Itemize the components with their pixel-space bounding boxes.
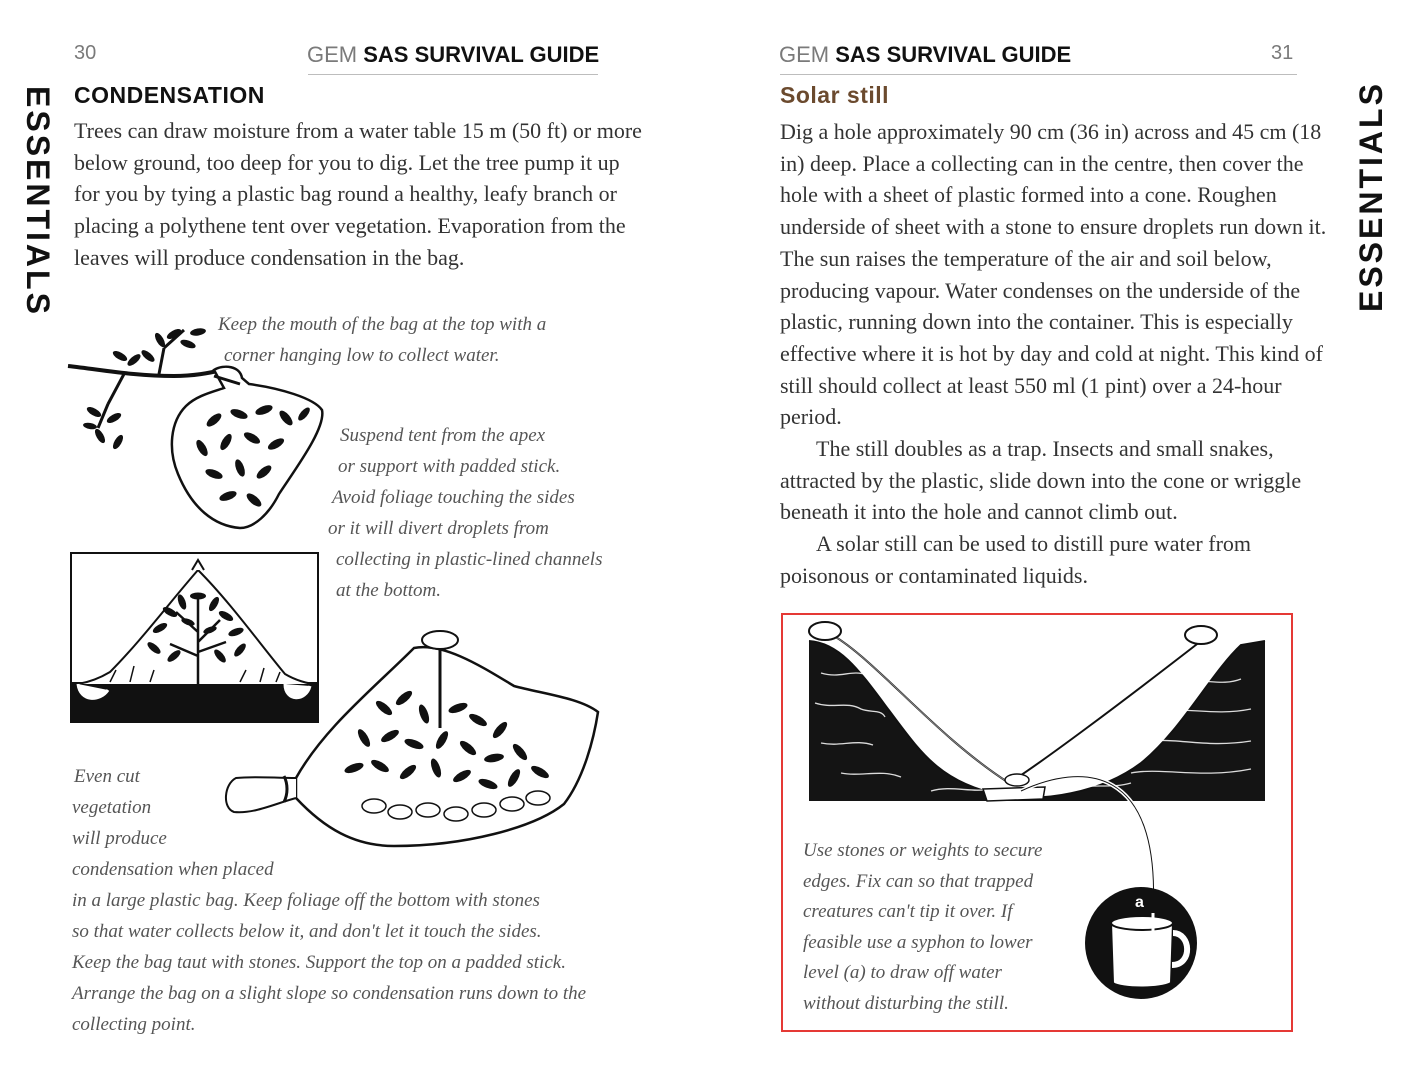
body-paragraph: The still doubles as a trap. Insects and small snakes, attracted by the plastic, slide down into the cone or wriggle beneath it into the hole and cannot climb out. <box>780 436 1302 525</box>
chapter-tab: ESSENTIALS <box>1353 81 1389 312</box>
caption-line: at the bottom. <box>336 580 442 601</box>
running-head-title: SAS SURVIVAL GUIDE <box>363 42 600 67</box>
caption-line: without disturbing the still. <box>803 992 1009 1014</box>
running-head-title: SAS SURVIVAL GUIDE <box>835 42 1072 67</box>
caption-bag <box>218 309 546 371</box>
figure-caption <box>803 836 1042 1019</box>
caption-line: level (a) to draw off water <box>803 962 1002 983</box>
body-paragraph: Trees can draw moisture from a water table 15 m (50 ft) or more below ground, too deep for you to dig. Let the tree pump it up for you by tying a plastic bag round a healthy, leafy branch or placing a polythene tent over vegetation. Evaporation from the leaves will produce condensation in the bag. <box>74 118 642 270</box>
caption-line: or support with padded stick. <box>338 456 561 477</box>
caption-line: feasible use a syphon to lower <box>803 931 1033 953</box>
right-page <box>701 0 1402 1080</box>
caption-line: Even cut <box>74 766 140 787</box>
caption-line: Suspend tent from the apex <box>340 425 546 446</box>
header-rule <box>308 74 598 75</box>
running-head-gem: GEM <box>779 42 830 67</box>
caption-line: Keep the mouth of the bag at the top with a <box>218 314 547 335</box>
caption-line: Keep the bag taut with stones. Support the top on a padded stick. <box>72 952 566 973</box>
caption-line: collecting point. <box>72 1014 196 1035</box>
chapter-tab: ESSENTIALS <box>20 86 56 317</box>
running-head <box>779 42 1071 68</box>
page-number: 30 <box>74 42 97 64</box>
caption-line: collecting in plastic-lined channels <box>336 549 603 570</box>
caption-cut-vegetation <box>72 761 586 1040</box>
running-head <box>307 42 599 68</box>
caption-line: corner hanging low to collect water. <box>224 345 500 366</box>
caption-tent <box>328 420 602 606</box>
caption-line: will produce <box>72 828 167 849</box>
body-text <box>74 115 642 274</box>
caption-line: Use stones or weights to secure <box>803 840 1043 861</box>
caption-line: so that water collects below it, and don't let it touch the sides. <box>72 921 542 942</box>
caption-line: creatures can't tip it over. If <box>803 901 1013 922</box>
section-title: CONDENSATION <box>74 82 265 108</box>
body-paragraph: Dig a hole approximately 90 cm (36 in) across and 45 cm (18 in) deep. Place a collecting can in the centre, then cover the hole with a sheet of plastic formed into a cone. Roughen underside of sheet with a stone to ensure droplets run down it. The sun raises the temperature of the air and soil below, producing vapour. Water condenses on the underside of the plastic, running down into the container. This is especially effective where it is hot by day and cold at night. This kind of still should collect at least 550 ml (1 pint) over a 24-hour period. <box>780 119 1327 430</box>
caption-line: condensation when placed <box>72 859 274 880</box>
body-paragraph: A solar still can be used to distill pure water from poisonous or contaminated liquids. <box>780 531 1252 588</box>
caption-line: Arrange the bag on a slight slope so condensation runs down to the <box>72 983 587 1004</box>
page-number: 31 <box>1271 42 1294 64</box>
syphon-level-label: a <box>1135 894 1144 911</box>
running-head-gem: GEM <box>307 42 358 67</box>
caption-line: vegetation <box>72 797 152 818</box>
section-title: Solar still <box>780 82 890 108</box>
caption-line: edges. Fix can so that trapped <box>803 870 1034 892</box>
header-rule <box>780 74 1297 75</box>
caption-line: or it will divert droplets from <box>328 518 549 539</box>
caption-line: in a large plastic bag. Keep foliage off the bottom with stones <box>72 890 540 911</box>
body-text <box>780 116 1342 592</box>
caption-line: Avoid foliage touching the sides <box>332 487 575 508</box>
